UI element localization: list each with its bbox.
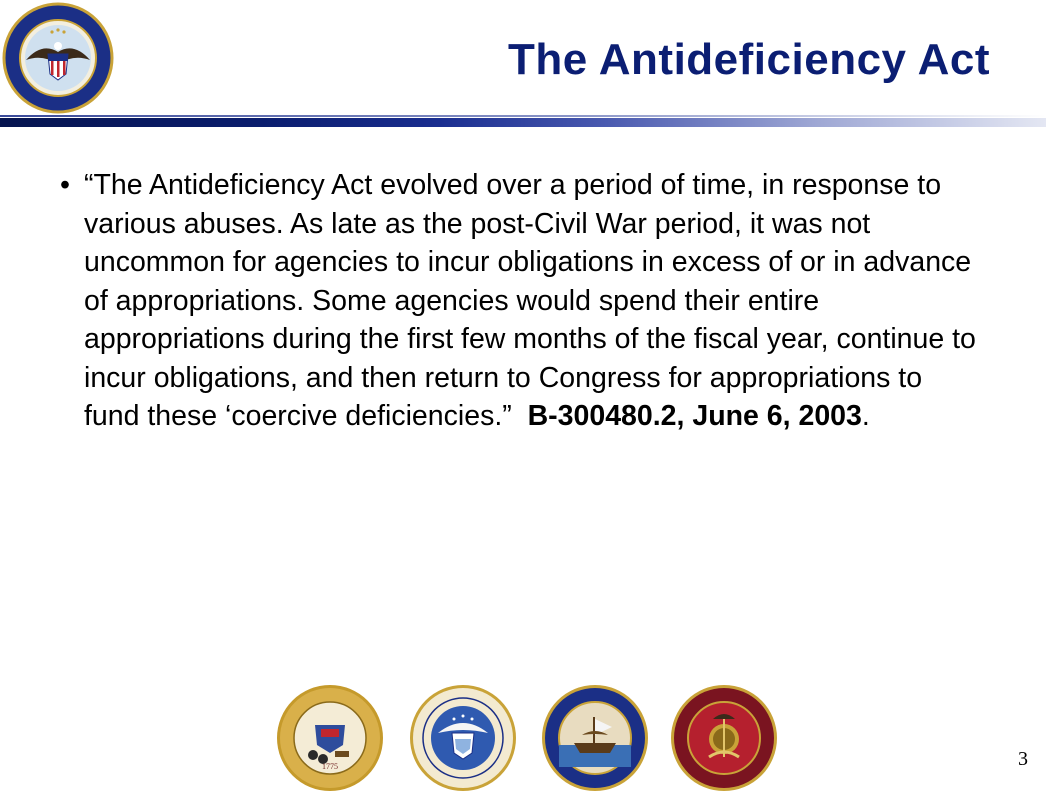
air-force-seal-logo bbox=[408, 683, 518, 793]
title-underline-highlight bbox=[0, 115, 1046, 117]
marine-corps-seal-logo bbox=[669, 683, 779, 793]
citation: B-300480.2, June 6, 2003 bbox=[527, 400, 862, 432]
citation-period: . bbox=[861, 400, 870, 432]
svg-text:1775: 1775 bbox=[322, 762, 338, 771]
slide-title: The Antideficiency Act bbox=[507, 35, 990, 84]
bullet-marker: • bbox=[60, 169, 70, 201]
quote-text: “The Antideficiency Act evolved over a period of time, in response to various abuses. As late as the post-Civil War period, it was not uncommon for agencies to incur obligations in excess of or in advance of appropriations. Some agencies would spend their entire appropriations during the first few months of the fiscal year, continue to incur obligations, and then return to Congress for appropriations to fund these ‘coercive deficiencies.” bbox=[84, 169, 976, 432]
slide-body bbox=[60, 166, 980, 436]
army-seal-logo bbox=[275, 683, 385, 793]
bullet-item bbox=[60, 166, 980, 436]
navy-seal-logo bbox=[540, 683, 650, 793]
dod-seal-logo bbox=[2, 2, 114, 114]
page-number: 3 bbox=[1018, 748, 1028, 770]
bullet-quote-text bbox=[84, 166, 980, 436]
title-underline-bar bbox=[0, 118, 1046, 127]
